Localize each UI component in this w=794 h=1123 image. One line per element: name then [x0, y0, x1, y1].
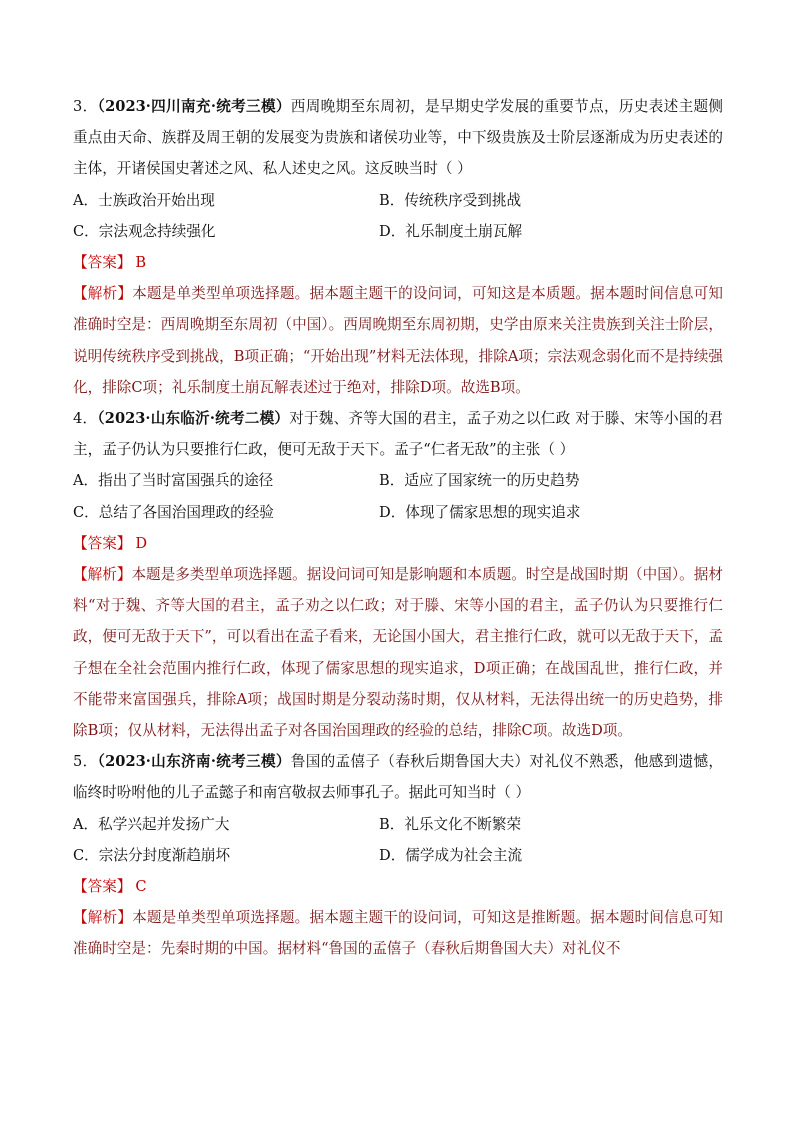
analysis	[73, 559, 723, 746]
question-number: 5．	[73, 753, 98, 771]
question-source: （2023·山东济南·统考三模）	[97, 753, 291, 771]
answer-label: 【答案】	[73, 878, 132, 896]
analysis-text: 本题是多类型单项选择题。据设问词可知是影响题和本质题。时空是战国时期（中国）。据材料“对于魏、齐等大国的君主，孟子劝之以仁政；对于滕、宋等小国的君主，孟子仍认为只要推行仁政，便可无敌于天下”，可以看出在孟子看来，无论国小国大，君主推行仁政，就可以无敌于天下，孟子想在全社会范围内推行仁政，体现了儒家思想的现实追求，D项正确；在战国乱世，推行仁政，并不能带来富国强兵，排除A项；战国时期是分裂动荡时期，仅从材料，无法得出统一的历史趋势，排除B项；仅从材料，无法得出孟子对各国治国理政的经验的总结，排除C项。故选D项。	[73, 566, 723, 740]
option-b: B．传统秩序受到挑战	[379, 191, 522, 209]
question-source: （2023·山东临沂·统考二模）	[97, 410, 290, 428]
option-d: D．体现了儒家思想的现实追求	[379, 503, 581, 521]
question-text: 西周晚期至东周初，是早期史学发展的重要节点，历史表述主题侧重点由天命、族群及周王朝的发展变为贵族和诸侯功业等，中下级贵族及士阶层逐渐成为历史表述的主体，开诸侯国史著述之风、私人述史之风。这反映当时（ ）	[73, 98, 723, 178]
question-number: 3．	[73, 98, 98, 115]
answer-value: B	[135, 254, 147, 272]
option-a: A．士族政治开始出现	[73, 191, 215, 209]
option-c: C．宗法观念持续强化	[73, 222, 216, 240]
analysis-label: 【解析】	[73, 285, 133, 303]
question-5	[73, 746, 723, 964]
analysis	[73, 278, 723, 403]
option-d: D．礼乐制度土崩瓦解	[379, 222, 523, 240]
options	[73, 465, 723, 527]
question-number: 4．	[73, 410, 98, 428]
question-source: （2023·四川南充·统考三模）	[97, 98, 291, 115]
analysis-label: 【解析】	[73, 566, 132, 584]
answer-line	[73, 871, 723, 902]
analysis-label: 【解析】	[73, 909, 133, 927]
option-c: C．宗法分封度渐趋崩坏	[73, 846, 231, 864]
question-stem	[73, 746, 723, 808]
analysis-text: 本题是单类型单项选择题。据本题主题干的设问词，可知这是本质题。据本题时间信息可知准确时空是：西周晚期至东周初（中国）。西周晚期至东周初期，史学由原来关注贵族到关注士阶层，说明传统秩序受到挑战，B项正确；“开始出现”材料无法体现，排除A项；宗法观念弱化而不是持续强化，排除C项；礼乐制度土崩瓦解表述过于绝对，排除D项。故选B项。	[73, 285, 723, 396]
option-c: C．总结了各国治国理政的经验	[73, 503, 274, 521]
analysis-text: 本题是单类型单项选择题。据本题主题干的设问词，可知这是推断题。据本题时间信息可知准确时空是：先秦时期的中国。据材料“鲁国的孟僖子（春秋后期鲁国大夫）对礼仪不	[73, 909, 723, 958]
answer-line	[73, 528, 723, 559]
question-text: 对于魏、齐等大国的君主，孟子劝之以仁政 对于滕、宋等小国的君主，孟子仍认为只要推行仁政，便可无敌于天下。孟子“仁者无敌”的主张（ ）	[73, 410, 723, 459]
answer-line	[73, 247, 723, 278]
question-4	[73, 403, 723, 746]
options	[73, 809, 723, 871]
answer-label: 【答案】	[73, 254, 132, 272]
question-text: 鲁国的孟僖子（春秋后期鲁国大夫）对礼仪不熟悉，他感到遗憾，临终时吩咐他的儿子孟懿子和南宫敬叔去师事孔子。据此可知当时（ ）	[73, 753, 723, 802]
options	[73, 185, 723, 247]
option-a: A．私学兴起并发扬广大	[73, 815, 230, 833]
option-d: D．儒学成为社会主流	[379, 846, 523, 864]
question-stem	[73, 91, 723, 185]
answer-value: D	[135, 534, 148, 552]
answer-label: 【答案】	[73, 534, 132, 552]
document-content	[73, 91, 723, 965]
option-b: B．礼乐文化不断繁荣	[379, 815, 522, 833]
answer-value: C	[135, 878, 147, 896]
question-3	[73, 91, 723, 403]
option-b: B．适应了国家统一的历史趋势	[379, 472, 580, 490]
analysis	[73, 902, 723, 964]
option-a: A．指出了当时富国强兵的途径	[73, 472, 274, 490]
question-stem	[73, 403, 723, 465]
